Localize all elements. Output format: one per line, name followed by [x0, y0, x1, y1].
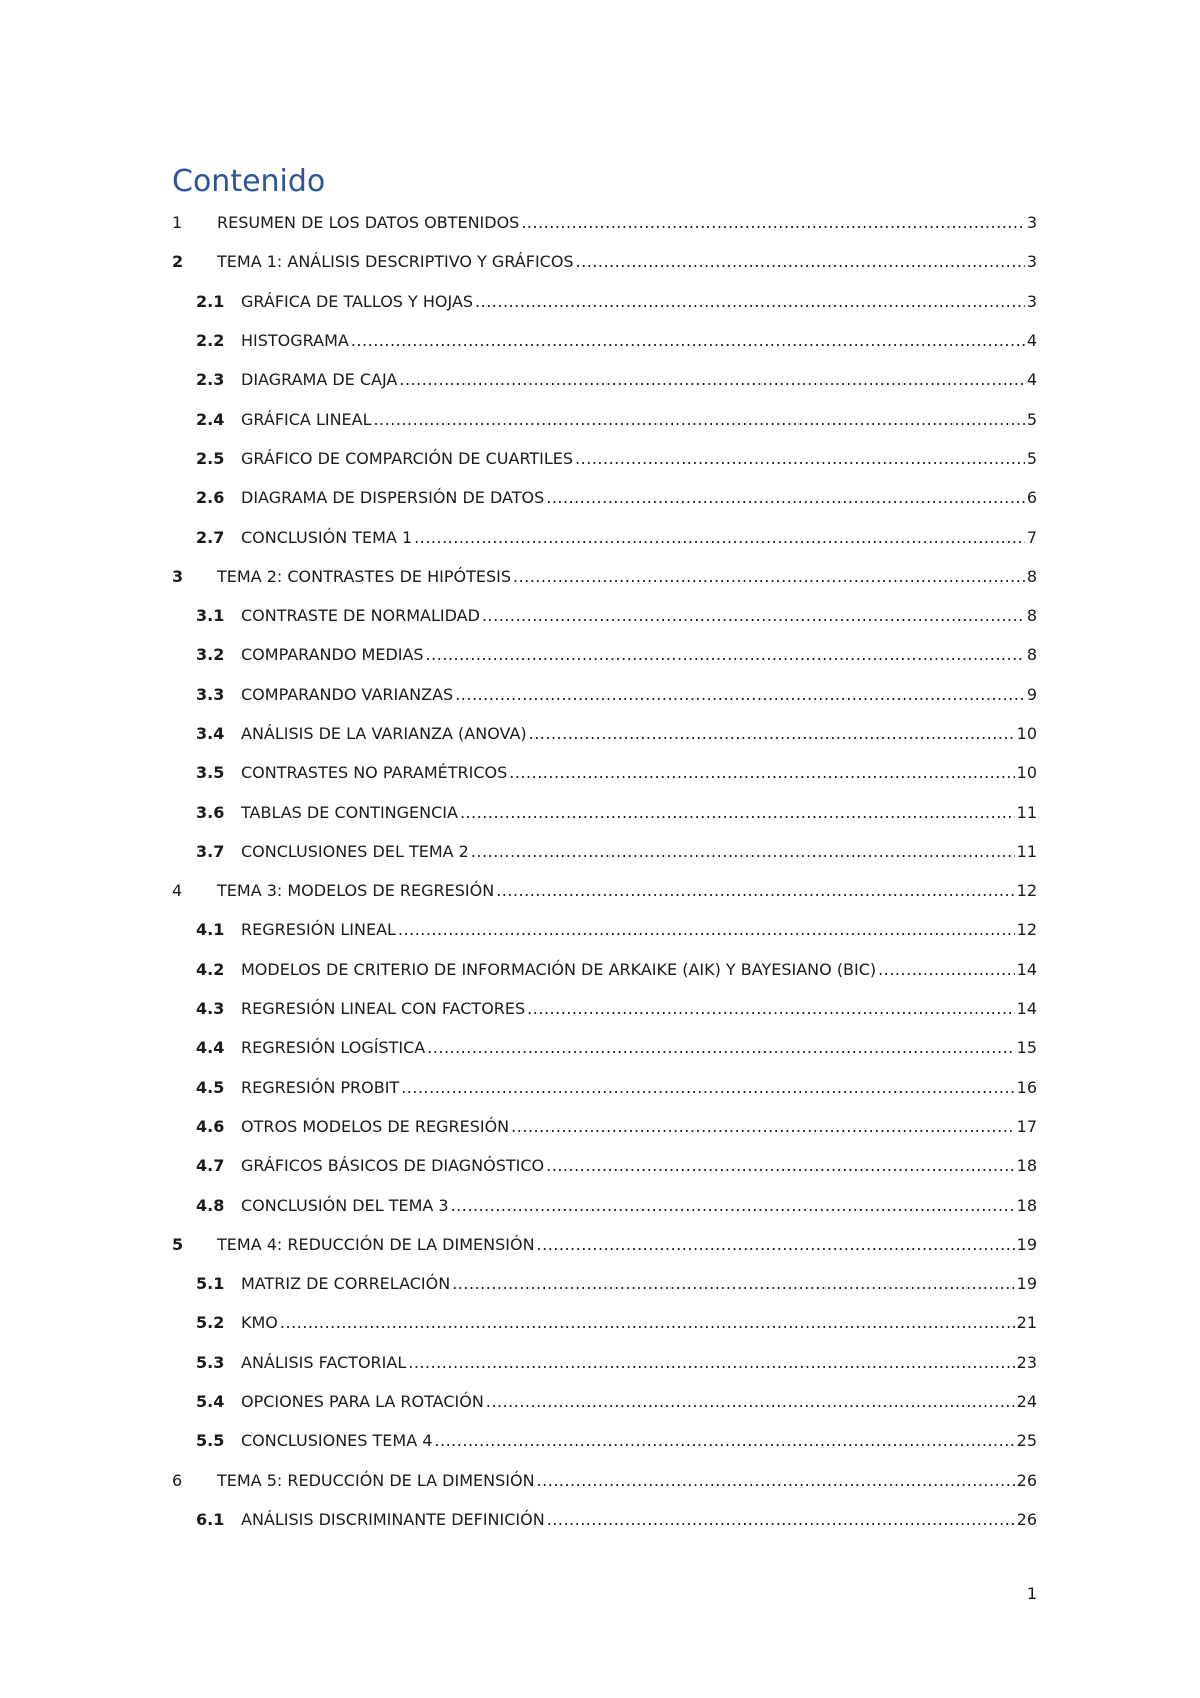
toc-entry-page: 19 [1016, 1274, 1037, 1294]
toc-entry-title: RESUMEN DE LOS DATOS OBTENIDOS [217, 213, 520, 233]
toc-entry-page: 26 [1016, 1470, 1037, 1490]
toc-entry-number: 4.8 [196, 1195, 225, 1215]
toc-leader-dots [414, 528, 1025, 547]
toc-entry[interactable] [172, 478, 1037, 517]
toc-entry-number: 2 [172, 252, 184, 272]
toc-entry[interactable] [172, 1107, 1037, 1146]
toc-entry[interactable] [172, 1068, 1037, 1107]
toc-leader-dots [455, 685, 1025, 704]
toc-leader-dots [399, 370, 1024, 389]
toc-entry[interactable] [172, 871, 1037, 910]
toc-entry-page: 23 [1016, 1352, 1037, 1372]
toc-entry-title: ANÁLISIS FACTORIAL [241, 1352, 407, 1372]
toc-entry-number: 5.1 [196, 1274, 225, 1294]
toc-entry-page: 10 [1016, 763, 1037, 783]
toc-entry[interactable] [172, 950, 1037, 989]
toc-entry-title: REGRESIÓN LOGÍSTICA [241, 1038, 426, 1058]
toc-leader-dots [575, 449, 1025, 468]
toc-entry-title: TEMA 2: CONTRASTES DE HIPÓTESIS [217, 566, 511, 586]
toc-entry[interactable] [172, 282, 1037, 321]
toc-entry-page: 9 [1026, 684, 1037, 704]
toc-entry-page: 11 [1016, 841, 1037, 861]
toc-entry[interactable] [172, 399, 1037, 438]
toc-entry-number: 4 [172, 881, 183, 901]
toc-entry[interactable] [172, 1264, 1037, 1303]
toc-entry-number: 2.1 [196, 291, 225, 311]
toc-entry[interactable] [172, 557, 1037, 596]
toc-leader-dots [529, 724, 1015, 743]
toc-leader-dots [513, 567, 1025, 586]
toc-entry-page: 17 [1016, 1116, 1037, 1136]
toc-entry-page: 6 [1026, 488, 1037, 508]
toc-entry-page: 25 [1016, 1431, 1037, 1451]
toc-entry-page: 10 [1016, 724, 1037, 743]
toc-leader-dots [374, 410, 1025, 429]
toc-entry[interactable] [172, 321, 1037, 360]
toc-entry[interactable] [172, 792, 1037, 831]
toc-leader-dots [398, 920, 1015, 939]
toc-leader-dots [537, 1235, 1015, 1254]
toc-entry-number: 1 [172, 213, 183, 233]
toc-entry-number: 2.3 [196, 370, 225, 390]
toc-entry-page: 18 [1016, 1156, 1037, 1176]
toc-entry-page: 12 [1016, 881, 1037, 901]
toc-entry-page: 26 [1016, 1509, 1037, 1529]
toc-entry-title: OTROS MODELOS DE REGRESIÓN [241, 1116, 510, 1136]
toc-entry-number: 5.2 [196, 1313, 225, 1333]
toc-leader-dots [482, 606, 1025, 625]
toc-entry[interactable] [172, 832, 1037, 871]
toc-entry-page: 19 [1016, 1234, 1037, 1254]
toc-entry[interactable] [172, 517, 1037, 556]
toc-entry-page: 18 [1016, 1195, 1037, 1215]
toc-leader-dots [351, 331, 1025, 350]
toc-entry-page: 14 [1016, 959, 1037, 979]
toc-entry[interactable] [172, 242, 1037, 281]
toc-entry-page: 24 [1016, 1392, 1037, 1412]
toc-entry[interactable] [172, 596, 1037, 635]
toc-entry[interactable] [172, 714, 1037, 753]
toc-entry-number: 6.1 [196, 1509, 225, 1529]
toc-leader-dots [537, 1471, 1015, 1490]
toc-entry-page: 8 [1026, 645, 1037, 665]
toc-entry[interactable] [172, 1146, 1037, 1185]
toc-entry-page: 4 [1026, 331, 1037, 351]
toc-entry-page: 12 [1016, 920, 1037, 940]
toc-entry[interactable] [172, 1500, 1037, 1539]
toc-entry-title: ANÁLISIS DISCRIMINANTE DEFINICIÓN [241, 1509, 545, 1529]
toc-entry-title: DIAGRAMA DE CAJA [241, 370, 398, 390]
toc-entry[interactable] [172, 439, 1037, 478]
toc-leader-dots [280, 1313, 1015, 1332]
toc-leader-dots [527, 999, 1014, 1018]
toc-entry-number: 4.6 [196, 1116, 225, 1136]
toc-entry-number: 5.4 [196, 1392, 225, 1412]
toc-entry-title: MATRIZ DE CORRELACIÓN [241, 1274, 451, 1294]
toc-entry[interactable] [172, 1303, 1037, 1342]
toc-leader-dots [408, 1353, 1014, 1372]
toc-entry-page: 16 [1016, 1077, 1037, 1097]
toc-entry-number: 3.3 [196, 684, 225, 704]
toc-entry-title: CONTRASTES NO PARAMÉTRICOS [241, 763, 508, 783]
toc-entry[interactable] [172, 1225, 1037, 1264]
toc-entry-title: CONCLUSIÓN TEMA 1 [241, 527, 413, 547]
toc-entry-title: ANÁLISIS DE LA VARIANZA (ANOVA) [241, 724, 527, 743]
toc-entry-title: REGRESIÓN LINEAL [241, 920, 396, 940]
toc-entry-title: REGRESIÓN LINEAL CON FACTORES [241, 999, 526, 1019]
toc-leader-dots [426, 645, 1025, 664]
toc-entry-number: 3.1 [196, 606, 225, 626]
toc-entry[interactable] [172, 1343, 1037, 1382]
toc-entry-number: 2.7 [196, 527, 225, 547]
toc-entry-number: 3.4 [196, 724, 225, 743]
toc-entry-page: 14 [1016, 999, 1037, 1019]
toc-entry-title: KMO [241, 1313, 278, 1333]
table-of-contents [172, 203, 1037, 1539]
toc-entry-number: 5.5 [196, 1431, 225, 1451]
toc-entry-page: 8 [1026, 566, 1037, 586]
toc-entry-number: 5.3 [196, 1352, 225, 1372]
toc-entry-title: CONTRASTE DE NORMALIDAD [241, 606, 480, 626]
toc-entry[interactable] [172, 753, 1037, 792]
toc-leader-dots [460, 803, 1015, 822]
toc-entry-number: 4.7 [196, 1156, 225, 1176]
toc-entry-number: 5 [172, 1234, 184, 1254]
toc-entry-title: GRÁFICOS BÁSICOS DE DIAGNÓSTICO [241, 1156, 545, 1176]
toc-entry-title: TABLAS DE CONTINGENCIA [241, 802, 458, 822]
toc-entry-number: 3.2 [196, 645, 225, 665]
toc-entry-page: 21 [1016, 1313, 1037, 1333]
toc-entry-page: 15 [1016, 1038, 1037, 1058]
toc-entry-number: 2.5 [196, 448, 225, 468]
toc-entry[interactable] [172, 989, 1037, 1028]
toc-entry-page: 11 [1016, 802, 1037, 822]
toc-leader-dots [546, 1156, 1015, 1175]
toc-entry-title: GRÁFICA LINEAL [241, 409, 372, 429]
toc-leader-dots [878, 960, 1014, 979]
toc-leader-dots [521, 213, 1024, 232]
toc-entry-number: 3.6 [196, 802, 225, 822]
toc-entry-number: 4.4 [196, 1038, 225, 1058]
toc-entry-title: TEMA 1: ANÁLISIS DESCRIPTIVO Y GRÁFICOS [217, 252, 574, 272]
toc-entry[interactable] [172, 203, 1037, 242]
toc-entry-title: MODELOS DE CRITERIO DE INFORMACIÓN DE ARKAIKE (AIK) Y BAYESIANO (BIC) [241, 959, 877, 979]
toc-leader-dots [509, 763, 1014, 782]
toc-entry-page: 7 [1026, 527, 1037, 547]
toc-entry-number: 3 [172, 566, 184, 586]
toc-entry-page: 5 [1026, 448, 1037, 468]
toc-entry-title: CONCLUSIÓN DEL TEMA 3 [241, 1195, 449, 1215]
toc-entry-number: 4.5 [196, 1077, 225, 1097]
toc-entry-page: 8 [1026, 606, 1037, 626]
toc-entry-page: 3 [1026, 252, 1037, 272]
toc-entry-title: CONCLUSIONES DEL TEMA 2 [241, 841, 469, 861]
toc-entry[interactable] [172, 1421, 1037, 1460]
toc-entry-number: 2.6 [196, 488, 225, 508]
toc-heading: Contenido [172, 164, 326, 199]
toc-leader-dots [434, 1431, 1014, 1450]
toc-entry-number: 4.1 [196, 920, 225, 940]
toc-entry-page: 5 [1026, 409, 1037, 429]
toc-leader-dots [546, 488, 1025, 507]
toc-entry[interactable] [172, 1382, 1037, 1421]
toc-entry-number: 3.5 [196, 763, 225, 783]
toc-entry-title: TEMA 4: REDUCCIÓN DE LA DIMENSIÓN [217, 1234, 535, 1254]
page-number: 1 [1026, 1584, 1037, 1603]
toc-entry-title: GRÁFICO DE COMPARCIÓN DE CUARTILES [241, 448, 574, 468]
toc-leader-dots [547, 1510, 1015, 1529]
toc-entry[interactable] [172, 1028, 1037, 1067]
toc-entry-title: TEMA 5: REDUCCIÓN DE LA DIMENSIÓN [217, 1470, 535, 1490]
toc-leader-dots [486, 1392, 1015, 1411]
toc-entry[interactable] [172, 1461, 1037, 1500]
toc-entry[interactable] [172, 675, 1037, 714]
toc-entry[interactable] [172, 360, 1037, 399]
toc-entry-title: REGRESIÓN PROBIT [241, 1077, 400, 1097]
toc-entry-title: DIAGRAMA DE DISPERSIÓN DE DATOS [241, 488, 545, 508]
toc-leader-dots [451, 1196, 1015, 1215]
toc-entry[interactable] [172, 635, 1037, 674]
toc-entry-number: 2.2 [196, 331, 225, 351]
toc-entry-number: 3.7 [196, 841, 225, 861]
toc-entry-title: CONCLUSIONES TEMA 4 [241, 1431, 433, 1451]
toc-leader-dots [452, 1274, 1014, 1293]
toc-entry-title: TEMA 3: MODELOS DE REGRESIÓN [217, 881, 495, 901]
toc-entry-number: 4.3 [196, 999, 225, 1019]
toc-entry-title: GRÁFICA DE TALLOS Y HOJAS [241, 291, 474, 311]
toc-entry-title: COMPARANDO MEDIAS [241, 645, 424, 665]
toc-leader-dots [401, 1078, 1014, 1097]
toc-entry-title: OPCIONES PARA LA ROTACIÓN [241, 1392, 484, 1412]
toc-entry-page: 4 [1026, 370, 1037, 390]
toc-entry[interactable] [172, 910, 1037, 949]
toc-entry-number: 6 [172, 1470, 183, 1490]
toc-entry-title: HISTOGRAMA [241, 331, 349, 351]
toc-leader-dots [496, 881, 1014, 900]
toc-entry-page: 3 [1026, 213, 1037, 233]
toc-leader-dots [471, 842, 1015, 861]
toc-entry-page: 3 [1026, 291, 1037, 311]
toc-leader-dots [511, 1117, 1015, 1136]
toc-entry[interactable] [172, 1185, 1037, 1224]
toc-leader-dots [576, 252, 1025, 271]
toc-entry-title: COMPARANDO VARIANZAS [241, 684, 454, 704]
toc-leader-dots [427, 1038, 1014, 1057]
toc-entry-number: 4.2 [196, 959, 225, 979]
toc-leader-dots [475, 292, 1025, 311]
toc-entry-number: 2.4 [196, 409, 225, 429]
